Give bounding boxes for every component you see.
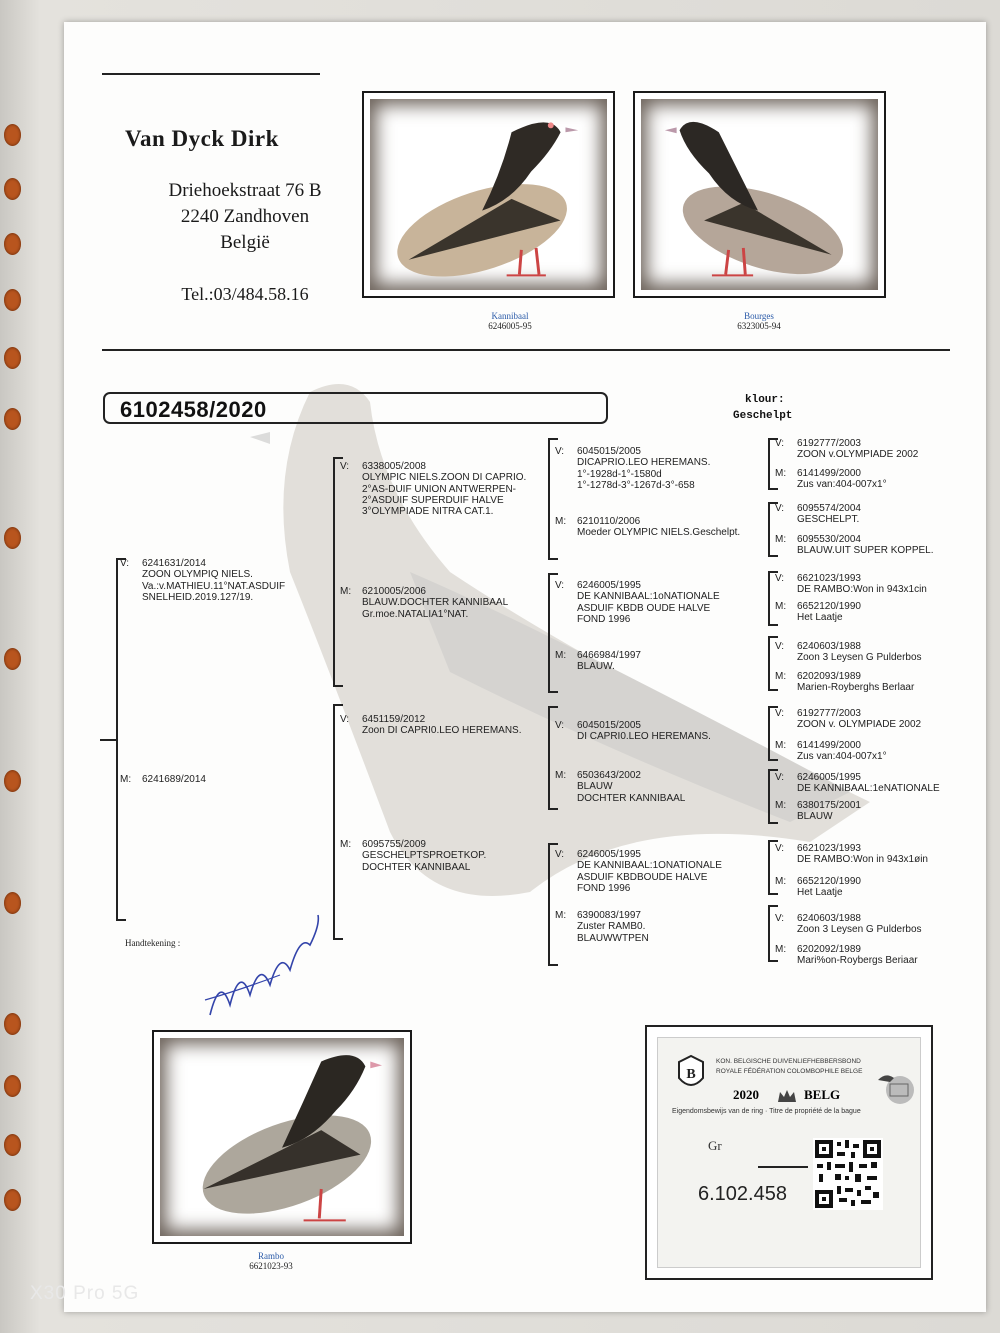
owner-street: Driehoekstraat 76 B (168, 180, 322, 201)
info-line: Het Laatje (797, 887, 843, 899)
great-grandparent-entry (555, 849, 722, 894)
ring-line: 6338005/2008 (362, 461, 426, 472)
parent-tag: M: (775, 944, 787, 955)
parent-tag: V: (775, 913, 785, 924)
parent-tag: V: (555, 849, 565, 860)
ring-line: 6246005/1995 (577, 849, 641, 860)
info-line: DE RAMBO:Won in 943x1cin (797, 584, 927, 596)
info-line: Gr.moe.NATALIA1°NAT. (362, 608, 469, 620)
ring-line: 6390083/1997 (577, 910, 641, 921)
parent-tag: M: (555, 770, 567, 781)
caption-name: Kannibaal (491, 311, 529, 321)
ring-line: 6466984/1997 (577, 650, 641, 661)
parent-tag: M: (555, 650, 567, 661)
grandparent-entry (340, 586, 508, 620)
parent-tag: M: (555, 516, 567, 527)
parent-tag: M: (340, 839, 352, 850)
info-line: ASDUIF KBDBOUDE HALVE (577, 871, 708, 883)
gg-grandparent-entry (775, 641, 922, 664)
gg-grandparent-entry (775, 843, 928, 866)
card-inner (657, 1037, 921, 1268)
bracket-gen2-bottom (333, 704, 335, 940)
ring-line: 6202093/1989 (797, 671, 861, 682)
ring-line: 6202092/1989 (797, 944, 861, 955)
bracket-gen3-2 (548, 573, 550, 693)
gg-grandparent-entry (775, 573, 927, 596)
ring-line: 6621023/1993 (797, 843, 861, 854)
ring-line: 6192777/2003 (797, 708, 861, 719)
info-line: DE KANNIBAAL:1oNATIONALE (577, 591, 720, 603)
card-year: 2020 (733, 1087, 759, 1102)
card-title: Eigendomsbewijs van de ring · Titre de propriété de la bague (672, 1108, 861, 1115)
gg-grandparent-entry (775, 876, 861, 899)
owner-name: Van Dyck Dirk (125, 126, 279, 151)
info-line: Va.:v.MATHIEU.11°NAT.ASDUIF (142, 580, 286, 592)
ring-line: 6141499/2000 (797, 468, 861, 479)
gg-grandparent-entry (775, 800, 861, 823)
bracket-gen4-6 (768, 769, 770, 824)
info-line: DOCHTER KANNIBAAL (362, 861, 471, 873)
great-grandparent-entry (555, 580, 720, 625)
info-line: BLAUW (577, 781, 613, 793)
caption-name: Bourges (744, 311, 774, 321)
info-line: GESCHELPTSPROETKOP. (362, 850, 487, 862)
card-initials: Gr (708, 1138, 722, 1153)
info-line: DI CAPRI0.LEO HEREMANS. (577, 731, 711, 743)
bracket-gen4-1 (768, 438, 770, 490)
ring-line: 6241631/2014 (142, 558, 206, 569)
bird-emblem-icon (870, 1066, 920, 1106)
caption-ring: 6246005-95 (488, 321, 532, 331)
parent-tag: V: (775, 503, 785, 514)
info-line: DE KANNIBAAL:1ONATIONALE (577, 860, 722, 872)
sire-entry (120, 558, 285, 603)
ring-line: 6095530/2004 (797, 534, 861, 545)
ring-line: 6240603/1988 (797, 913, 861, 924)
ring-line: 6141499/2000 (797, 740, 861, 751)
parent-tag: M: (775, 876, 787, 887)
info-line: BLAUW (797, 811, 833, 823)
info-line: GESCHELPT. (797, 514, 860, 526)
gg-grandparent-entry (775, 671, 914, 694)
parent-tag: V: (555, 580, 565, 591)
parent-tag: V: (775, 641, 785, 652)
bracket-gen1 (116, 558, 118, 921)
info-line: ZOON v. OLYMPIADE 2002 (797, 719, 922, 731)
info-line: DOCHTER KANNIBAAL (577, 792, 686, 804)
info-line: 1°-1928d-1°-1580d (577, 468, 662, 480)
parent-tag: M: (775, 534, 787, 545)
parent-tag: M: (340, 586, 352, 597)
kbdb-logo-icon (676, 1054, 706, 1094)
bracket-gen4-4 (768, 636, 770, 691)
parent-tag: M: (775, 800, 787, 811)
ring-line: 6210110/2006 (577, 516, 641, 527)
info-line: 1°-1278d-3°-1267d-3°-658 (577, 479, 695, 491)
parent-tag: M: (555, 910, 567, 921)
caption-kannibaal (460, 311, 560, 331)
parent-tag: M: (120, 774, 132, 785)
info-line: ASDUIF KBDB OUDE HALVE (577, 602, 711, 614)
header-rule (102, 73, 320, 75)
caption-ring: 6621023-93 (249, 1261, 293, 1271)
grandparent-entry (340, 839, 486, 873)
federation-nl: KON. BELGISCHE DUIVENLIEFHEBBERSBOND (716, 1058, 861, 1065)
pigeon-illustration (635, 93, 884, 296)
info-line: ZOON v.OLYMPIADE 2002 (797, 449, 919, 461)
info-line: ZOON OLYMPIQ NIELS. (142, 569, 253, 581)
bracket-gen4-7 (768, 840, 770, 895)
parent-tag: V: (775, 438, 785, 449)
photo-rambo (152, 1030, 412, 1244)
parent-tag: V: (555, 446, 565, 457)
signature-label: Handtekening : (125, 938, 181, 948)
parent-tag: V: (775, 708, 785, 719)
ring-line: 6045015/2005 (577, 446, 641, 457)
caption-bourges (709, 311, 809, 331)
ring-line: 6621023/1993 (797, 573, 861, 584)
info-line: Zus van:404-007x1° (797, 751, 887, 763)
bracket-gen3-4 (548, 843, 550, 966)
bracket-gen4-8 (768, 905, 770, 962)
gg-grandparent-entry (775, 913, 922, 936)
bracket-gen4-3 (768, 571, 770, 626)
gg-grandparent-entry (775, 740, 887, 763)
ring-line: 6192777/2003 (797, 438, 861, 449)
ring-line: 6095574/2004 (797, 503, 861, 514)
parent-tag: V: (775, 573, 785, 584)
grandparent-entry (340, 714, 522, 737)
ring-line: 6503643/2002 (577, 770, 641, 781)
great-grandparent-entry (555, 516, 740, 539)
bracket-gen3-1 (548, 438, 550, 560)
parent-tag: V: (120, 558, 130, 569)
info-line: Het Laatje (797, 612, 843, 624)
ring-line: 6246005/1995 (577, 580, 641, 591)
info-line: DE KANNIBAAL:1eNATIONALE (797, 783, 940, 795)
signature (200, 905, 330, 1030)
great-grandparent-entry (555, 770, 685, 804)
ring-line: 6246005/1995 (797, 772, 861, 783)
great-grandparent-entry (555, 446, 710, 491)
great-grandparent-entry (555, 720, 711, 743)
federation-fr: ROYALE FÉDÉRATION COLOMBOPHILE BELGE (716, 1068, 863, 1075)
info-line: 2°AS-DUIF UNION ANTWERPEN- (362, 483, 517, 495)
info-line: Zoon 3 Leysen G Pulderbos (797, 924, 922, 936)
parent-tag: M: (775, 468, 787, 479)
parent-tag: V: (555, 720, 565, 731)
info-line: BLAUW. (577, 661, 615, 673)
ring-line: 6240603/1988 (797, 641, 861, 652)
ring-line: 6095755/2009 (362, 839, 426, 850)
gg-grandparent-entry (775, 534, 934, 557)
owner-country: België (220, 232, 270, 253)
gg-grandparent-entry (775, 601, 861, 624)
dam-entry (120, 774, 206, 785)
photo-bourges (633, 91, 886, 298)
owner-city: 2240 Zandhoven (180, 206, 310, 227)
info-line: Moeder OLYMPIC NIELS.Geschelpt. (577, 527, 741, 539)
root-connector (100, 739, 116, 741)
parent-tag: M: (775, 671, 787, 682)
caption-rambo (221, 1251, 321, 1271)
parent-tag: V: (775, 843, 785, 854)
bracket-gen2-top (333, 457, 335, 687)
bracket-gen4-5 (768, 706, 770, 761)
great-grandparent-entry (555, 910, 649, 944)
ring-line: 6241689/2014 (142, 774, 206, 785)
info-line: BLAUW.DOCHTER KANNIBAAL (362, 597, 509, 609)
kleur-value: Geschelpt (733, 410, 793, 422)
parent-tag: V: (340, 461, 350, 472)
ring-line: 6652120/1990 (797, 876, 861, 887)
info-line: SNELHEID.2019.127/19. (142, 591, 254, 603)
qr-code-icon (813, 1138, 883, 1210)
svg-text:B: B (686, 1067, 696, 1082)
info-line: Mari%on-Roybergs Beriaar (797, 955, 918, 967)
photo-kannibaal (362, 91, 615, 298)
great-grandparent-entry (555, 650, 641, 673)
card-number: 6.102.458 (698, 1183, 787, 1205)
pigeon-illustration (154, 1032, 410, 1242)
owner-phone: Tel.:03/484.58.16 (181, 284, 309, 304)
info-line: BLAUW.UIT SUPER KOPPEL. (797, 545, 934, 557)
ring-line: 6652120/1990 (797, 601, 861, 612)
info-line: 3°OLYMPIADE NITRA CAT.1. (362, 506, 494, 518)
parent-tag: M: (775, 601, 787, 612)
gg-grandparent-entry (775, 708, 921, 731)
ring-number: 6102458/2020 (120, 397, 267, 422)
info-line: Marien-Royberghs Berlaar (797, 682, 915, 694)
ring-line: 6380175/2001 (797, 800, 861, 811)
info-line: FOND 1996 (577, 613, 631, 625)
info-line: BLAUWWTPEN (577, 932, 649, 944)
parent-tag: V: (340, 714, 350, 725)
bracket-gen3-3 (548, 706, 550, 810)
pigeon-illustration (364, 93, 613, 296)
divider-rule (102, 349, 950, 351)
info-line: 2°ASDUIF SUPERDUIF HALVE (362, 494, 504, 506)
info-line: Zuster RAMB0. (577, 921, 646, 933)
gg-grandparent-entry (775, 772, 940, 795)
gg-grandparent-entry (775, 944, 918, 967)
parent-tag: V: (775, 772, 785, 783)
info-line: DE RAMBO:Won in 943x1øin (797, 854, 928, 866)
ring-line: 6210005/2006 (362, 586, 426, 597)
info-line: DICAPRIO.LEO HEREMANS. (577, 457, 711, 469)
crown-icon (776, 1088, 798, 1104)
kleur-label: klour: (745, 394, 785, 406)
ring-line: 6045015/2005 (577, 720, 641, 731)
info-line: Zus van:404-007x1° (797, 479, 887, 491)
info-line: Zoon DI CAPRI0.LEO HEREMANS. (362, 725, 522, 737)
gg-grandparent-entry (775, 468, 887, 491)
info-line: FOND 1996 (577, 882, 631, 894)
gg-grandparent-entry (775, 503, 861, 526)
info-line: OLYMPIC NIELS.ZOON DI CAPRIO. (362, 472, 527, 484)
camera-watermark: X30 Pro 5G (30, 1283, 140, 1304)
card-rule (758, 1166, 808, 1168)
bracket-gen4-2 (768, 502, 770, 557)
grandparent-entry (340, 461, 526, 517)
parent-tag: M: (775, 740, 787, 751)
gg-grandparent-entry (775, 438, 918, 461)
caption-ring: 6323005-94 (737, 321, 781, 331)
ring-line: 6451159/2012 (362, 714, 426, 725)
ownership-card (645, 1025, 933, 1280)
caption-name: Rambo (258, 1251, 284, 1261)
card-country: BELG (804, 1087, 841, 1102)
info-line: Zoon 3 Leysen G Pulderbos (797, 652, 922, 664)
